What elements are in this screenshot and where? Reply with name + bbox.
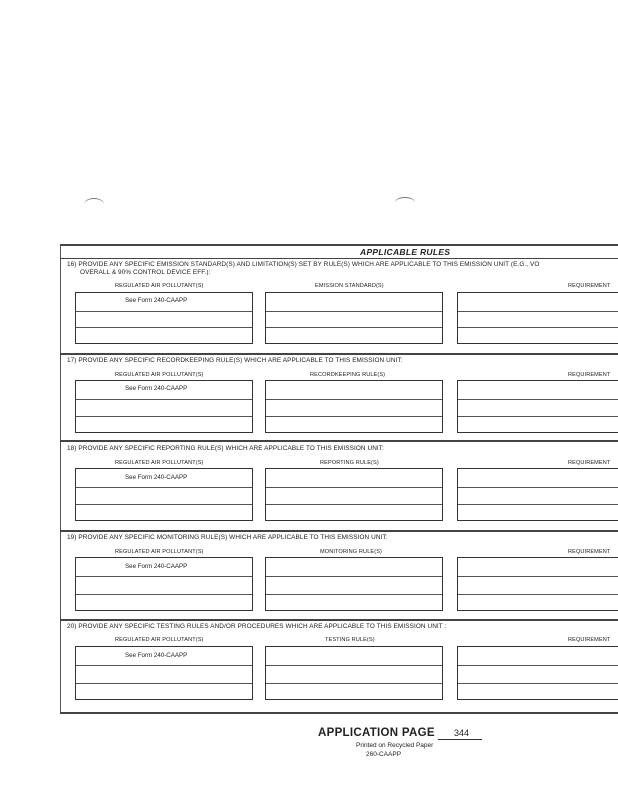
section-20-title: 20) PROVIDE ANY SPECIFIC TESTING RULES AND/OR PROCEDURES WHICH ARE APPLICABLE TO THIS EMISSION UNIT : xyxy=(67,623,447,630)
section-18-title: 18) PROVIDE ANY SPECIFIC REPORTING RULE(S) WHICH ARE APPLICABLE TO THIS EMISSION UNIT: xyxy=(67,445,384,452)
scan-corner-mark xyxy=(395,197,415,208)
form-title-rule xyxy=(60,258,618,259)
section-16-col-pollutant: REGULATED AIR POLLUTANT(S) xyxy=(115,283,204,289)
section-18-col-rule: REPORTING RULE(S) xyxy=(320,460,379,466)
section-19-entry: See Form 240-CAAPP xyxy=(125,563,188,570)
section-20-col-requirement: REQUIREMENT xyxy=(568,637,611,643)
section-17-col-rule: RECORDKEEPING RULE(S) xyxy=(310,372,386,378)
section-20-entry: See Form 240-CAAPP xyxy=(125,652,188,659)
section-20-col-pollutant: REGULATED AIR POLLUTANT(S) xyxy=(115,637,204,643)
section-17-requirement-box[interactable] xyxy=(457,380,618,433)
section-18-rule-box[interactable] xyxy=(265,468,443,521)
printed-note: Printed on Recycled Paper xyxy=(356,742,434,749)
application-page-number: 344 xyxy=(454,728,470,738)
section-17-title: 17) PROVIDE ANY SPECIFIC RECORDKEEPING RULE(S) WHICH ARE APPLICABLE TO THIS EMISSION UNIT: xyxy=(67,357,403,364)
section-19-col-rule: MONITORING RULE(S) xyxy=(320,549,382,555)
section-18-entry: See Form 240-CAAPP xyxy=(125,474,188,481)
section-17-col-pollutant: REGULATED AIR POLLUTANT(S) xyxy=(115,372,204,378)
section-18-col-requirement: REQUIREMENT xyxy=(568,460,611,466)
section-18-bottom-rule xyxy=(60,530,618,532)
section-16-bottom-rule xyxy=(60,353,618,355)
section-16-requirement-box[interactable] xyxy=(457,292,618,344)
section-19-requirement-box[interactable] xyxy=(457,557,618,611)
section-19-rule-box[interactable] xyxy=(265,557,443,611)
section-20-col-rule: TESTING RULE(S) xyxy=(325,637,375,643)
section-19-title: 19) PROVIDE ANY SPECIFIC MONITORING RULE(S) WHICH ARE APPLICABLE TO THIS EMISSION UNIT: xyxy=(67,534,388,541)
section-17-entry: See Form 240-CAAPP xyxy=(125,385,188,392)
form-id: 260-CAAPP xyxy=(366,751,402,758)
section-19-bottom-rule xyxy=(60,619,618,621)
section-16-subtitle: OVERALL & 90% CONTROL DEVICE EFF.): xyxy=(80,269,211,276)
form-left-border xyxy=(60,244,61,714)
form-top-rule xyxy=(60,244,618,246)
page-number-underline xyxy=(438,739,482,740)
section-16-rule-box[interactable] xyxy=(265,292,443,344)
section-16-col-rule: EMISSION STANDARD(S) xyxy=(315,283,384,289)
section-16-title: 16) PROVIDE ANY SPECIFIC EMISSION STANDARD(S) AND LIMITATION(S) SET BY RULE(S) WHICH ARE APPLICABLE TO THIS EMISSION UNIT (E.G., VO xyxy=(67,261,540,268)
scan-corner-mark xyxy=(84,198,104,211)
form-bottom-rule xyxy=(60,712,618,714)
form-title: APPLICABLE RULES xyxy=(360,247,451,257)
section-18-requirement-box[interactable] xyxy=(457,468,618,521)
section-19-col-requirement: REQUIREMENT xyxy=(568,549,611,555)
section-20-requirement-box[interactable] xyxy=(457,646,618,700)
section-20-rule-box[interactable] xyxy=(265,646,443,700)
application-page-label: APPLICATION PAGE xyxy=(318,727,435,739)
section-17-rule-box[interactable] xyxy=(265,380,443,433)
section-19-col-pollutant: REGULATED AIR POLLUTANT(S) xyxy=(115,549,204,555)
section-17-col-requirement: REQUIREMENT xyxy=(568,372,611,378)
section-18-col-pollutant: REGULATED AIR POLLUTANT(S) xyxy=(115,460,204,466)
section-16-col-requirement: REQUIREMENT xyxy=(568,283,611,289)
section-17-bottom-rule xyxy=(60,440,618,442)
section-16-entry: See Form 240-CAAPP xyxy=(125,297,188,304)
